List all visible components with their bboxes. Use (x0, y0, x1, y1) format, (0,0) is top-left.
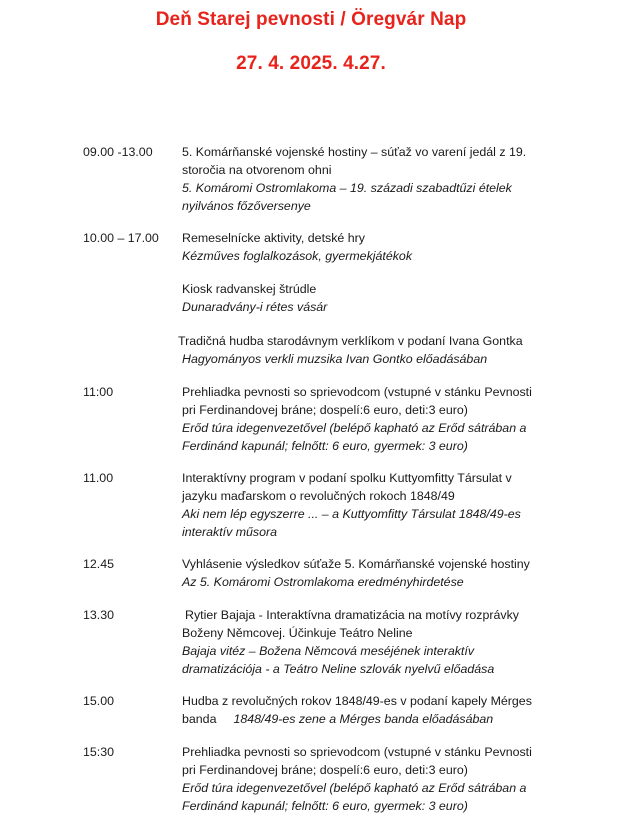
entry-description (182, 469, 560, 541)
entry-hu-line: Erőd túra idegenvezetővel (belépő kapható az Erőd sátrában a (182, 421, 527, 435)
entry-description (182, 743, 560, 815)
entry-description (182, 383, 560, 455)
event-date: 27. 4. 2025. 4.27. (236, 53, 386, 74)
entry-sk-line: pri Ferdinandovej bráne; dospelí:6 euro, deti:3 euro) (182, 403, 468, 417)
entry-hu-line: Az 5. Komáromi Ostromlakoma eredményhirdetése (182, 575, 464, 589)
entry-sk-line: Remeselnícke aktivity, detské hry (182, 231, 365, 245)
entry-description (182, 692, 560, 728)
entry-sk-line: Boženy Němcovej. Účinkuje Teátro Neline (182, 626, 413, 640)
entry-time: 12.45 (83, 557, 115, 571)
entry-hu-line: Ferdinánd kapunál; felnőtt: 6 euro, gyermek: 3 euro) (182, 799, 468, 813)
entry-sk-line: Prehliadka pevnosti so sprievodcom (vstupné v stánku Pevnosti (182, 745, 532, 759)
entry-time: 15:30 (83, 745, 115, 759)
entry-sk-line: Hudba z revolučných rokov 1848/49-es v podaní kapely Mérges (182, 694, 532, 708)
entry-sk-line: Kiosk radvanskej štrúdle (182, 282, 317, 296)
entry-description (182, 280, 560, 316)
entry-hu-line: Dunaradvány-i rétes vásár (182, 300, 328, 314)
entry-sk-line: pri Ferdinandovej bráne; dospelí:6 euro, deti:3 euro) (182, 763, 468, 777)
entry-description (182, 555, 560, 591)
entry-sk-line: Rytier Bajaja - Interaktívna dramatizácia na motívy rozprávky (185, 608, 519, 622)
entry-time: 11:00 (83, 385, 114, 399)
entry-time: 11.00 (83, 471, 114, 485)
entry-hu-line: Bajaja vitéz – Božena Němcová meséjének interaktív (182, 644, 475, 658)
entry-sk-line: storočia na otvorenom ohni (182, 163, 332, 177)
entry-description (178, 332, 560, 368)
entry-sk-line: Vyhlásenie výsledkov súťaže 5. Komárňanské vojenské hostiny (182, 557, 530, 571)
entry-hu-line: Hagyományos verkli muzsika Ivan Gontko előadásában (182, 352, 488, 366)
entry-description (182, 143, 560, 215)
entry-hu-line: Erőd túra idegenvezetővel (belépő kapható az Erőd sátrában a (182, 781, 527, 795)
entry-time: 13.30 (83, 608, 115, 622)
entry-hu-line: 1848/49-es zene a Mérges banda előadásában (233, 712, 494, 726)
entry-sk-line: jazyku maďarskom o revolučných rokoch 1848/49 (182, 489, 455, 503)
entry-time: 10.00 – 17.00 (83, 231, 159, 245)
entry-hu-line: Ferdinánd kapunál; felnőtt: 6 euro, gyermek: 3 euro) (182, 439, 468, 453)
entry-sk-line: Prehliadka pevnosti so sprievodcom (vstupné v stánku Pevnosti (182, 385, 532, 399)
entry-hu-line: interaktív műsora (182, 525, 278, 539)
entry-sk-line: Interaktívny program v podaní spolku Kuttyomfitty Társulat v (182, 471, 512, 485)
entry-hu-line: 5. Komáromi Ostromlakoma – 19. századi szabadtűzi ételek (182, 181, 512, 195)
entry-sk-hu-combined (182, 710, 560, 728)
entry-hu-line: Kézműves foglalkozások, gyermekjátékok (182, 249, 413, 263)
entry-description (182, 606, 560, 678)
entry-sk-line: 5. Komárňanské vojenské hostiny – súťaž vo varení jedál z 19. (182, 145, 527, 159)
entry-hu-line: dramatizációja - a Teátro Neline szlovák nyelvű előadása (182, 662, 495, 676)
entry-time: 15.00 (83, 694, 115, 708)
page-title: Deň Starej pevnosti / Öregvár Nap (155, 9, 467, 30)
entry-hu-line: Aki nem lép egyszerre ... – a Kuttyomfitty Társulat 1848/49-es (182, 507, 521, 521)
entry-sk-line: Tradičná hudba starodávnym verklíkom v podaní Ivana Gontka (178, 334, 523, 348)
entry-hu-line: nyilvános főzőversenye (182, 199, 311, 213)
entry-description (182, 229, 560, 265)
entry-time: 09.00 -13.00 (83, 145, 153, 159)
entry-sk-line: banda (182, 712, 217, 726)
